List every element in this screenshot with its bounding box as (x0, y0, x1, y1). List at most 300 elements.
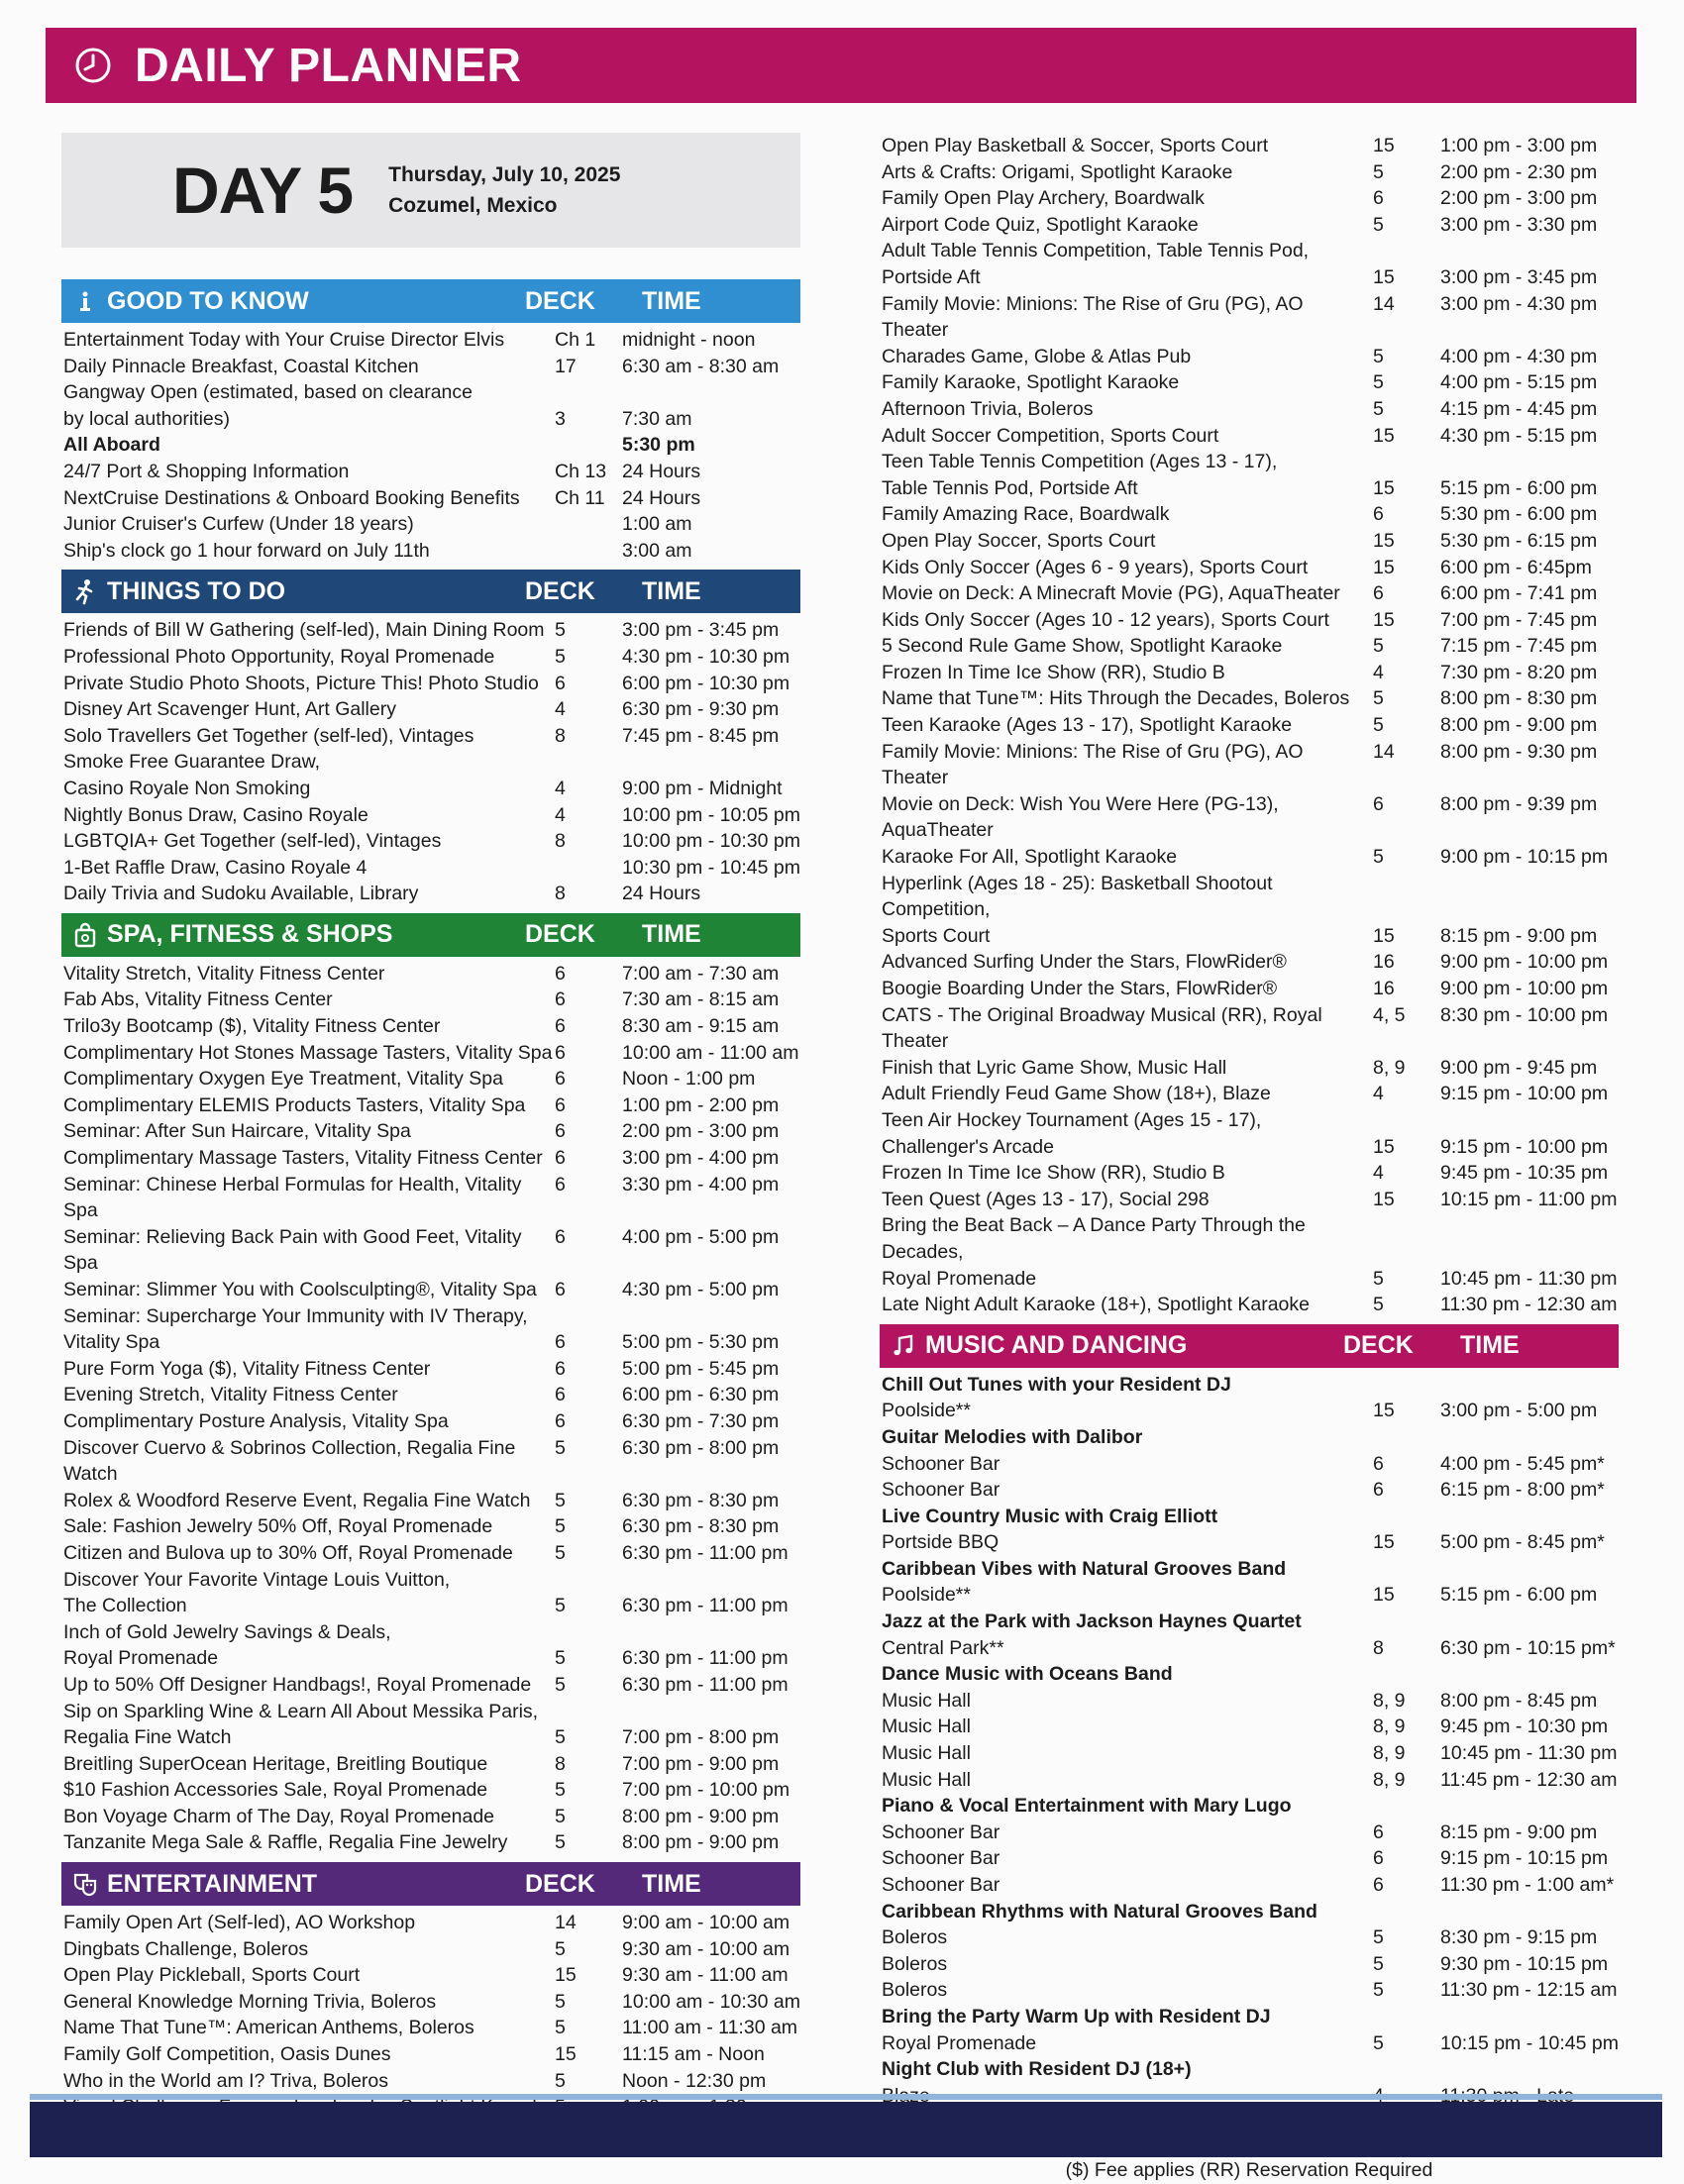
deck-number: 16 (1373, 951, 1395, 974)
activity-name: Open Play Basketball & Soccer, Sports Court (882, 135, 1269, 156)
activity-name: Advanced Surfing Under the Stars, FlowRider® (882, 951, 1287, 974)
list-item (880, 238, 1619, 264)
deck-number: 5 (555, 1436, 566, 1459)
activity-name: Gangway Open (estimated, based on clearance (63, 381, 473, 404)
time-range: 9:00 pm - 10:00 pm (1440, 951, 1609, 974)
deck-number: 5 (1373, 687, 1384, 710)
time-range: 3:00 pm - 3:45 pm (622, 619, 780, 642)
section-title: THINGS TO DO (107, 576, 286, 605)
activity-name: Teen Karaoke (Ages 13 - 17), Spotlight Karaoke (882, 714, 1293, 737)
activity-name: Portside Aft (882, 265, 981, 288)
list-item (61, 1408, 800, 1435)
activity-name: Up to 50% Off Designer Handbags!, Royal Promenade (63, 1673, 532, 1696)
list-item (880, 1767, 1619, 1794)
list-item (61, 1804, 800, 1830)
things-to-do-header (61, 570, 800, 613)
time-range (622, 379, 800, 406)
deck-number: 8 (555, 1752, 566, 1775)
activity-name: Movie on Deck: Wish You Were Here (PG-13), AquaTheater (882, 792, 1279, 842)
activity-name: Adult Table Tennis Competition, Table Tennis Pod, (882, 240, 1310, 262)
time-range: 9:00 pm - Midnight (622, 777, 783, 799)
deck-number: 8 (555, 883, 566, 905)
activity-name: Schooner Bar (882, 1452, 1000, 1475)
list-item (880, 1820, 1619, 1846)
list-item (61, 538, 800, 565)
activity-name: CATS - The Original Broadway Musical (RR), Royal Theater (882, 1003, 1322, 1053)
list-item (61, 459, 800, 485)
time-range: 6:30 pm - 11:00 pm (622, 1541, 789, 1564)
things-to-do-list (61, 617, 800, 907)
deck-number: 5 (1373, 371, 1384, 394)
list-item (61, 485, 800, 512)
list-item (61, 776, 800, 802)
activity-name: Finish that Lyric Game Show, Music Hall (882, 1056, 1227, 1079)
list-item (880, 185, 1619, 212)
deck-number: 6 (555, 1173, 566, 1196)
deck-number: 8 (555, 830, 566, 853)
time-range: 10:15 pm - 11:00 pm (1440, 1188, 1618, 1210)
time-range (1440, 1107, 1619, 1134)
deck-number: 5 (555, 645, 566, 668)
activity-name: Teen Quest (Ages 13 - 17), Social 298 (882, 1188, 1210, 1210)
activity-name: Open Play Soccer, Sports Court (882, 529, 1156, 552)
deck-number: 5 (555, 2017, 566, 2039)
list-item (61, 802, 800, 829)
deck-number (555, 1619, 622, 1646)
deck-number: 5 (555, 1937, 566, 1960)
activity-name: Family Open Art (Self-led), AO Workshop (63, 1912, 416, 1934)
deck-number: 5 (555, 1595, 566, 1617)
list-item (61, 1751, 800, 1778)
day-box (61, 133, 800, 248)
activity-name: Adult Soccer Competition, Sports Court (882, 424, 1219, 447)
time-range: 7:00 pm - 9:00 pm (622, 1752, 780, 1775)
list-item (880, 633, 1619, 660)
deck-number: 4 (1373, 661, 1384, 683)
list-item (61, 406, 800, 433)
activity-name: Evening Stretch, Vitality Fitness Center (63, 1384, 398, 1406)
time-range: 6:30 pm - 9:30 pm (622, 698, 780, 721)
time-column-header: TIME (642, 1869, 701, 1898)
activity-name: Central Park** (882, 1636, 1004, 1659)
time-range: 5:00 pm - 5:45 pm (622, 1357, 780, 1380)
activity-name: Complimentary Massage Tasters, Vitality Fitness Center (63, 1147, 543, 1170)
time-range: 8:30 pm - 9:15 pm (1440, 1926, 1598, 1949)
activity-name: The Collection (63, 1595, 187, 1617)
activity-name: Entertainment Today with Your Cruise Director Elvis (63, 329, 505, 351)
activity-name: Late Night Adult Karaoke (18+), Spotlight Karaoke (882, 1294, 1310, 1316)
deck-column-header: DECK (525, 286, 595, 315)
music-header (880, 1324, 1619, 1368)
time-range: 9:15 pm - 10:00 pm (1440, 1135, 1609, 1158)
time-range: 4:30 pm - 5:15 pm (1440, 424, 1598, 447)
deck-number: 6 (1373, 187, 1384, 210)
list-item (880, 1635, 1619, 1662)
time-range: 3:00 pm - 4:00 pm (622, 1147, 780, 1170)
list-item (61, 881, 800, 907)
list-item (61, 1699, 800, 1725)
activity-name: Family Amazing Race, Boardwalk (882, 503, 1170, 526)
activity-name: Trilo3y Bootcamp ($), Vitality Fitness Center (63, 1015, 441, 1038)
list-item (61, 2015, 800, 2041)
activity-name: Sale: Fashion Jewelry 50% Off, Royal Promenade (63, 1515, 493, 1538)
deck-number: 5 (1373, 1926, 1384, 1949)
activity-name: Sports Court (882, 924, 991, 947)
time-range: 24 Hours (622, 486, 701, 509)
time-range: 2:00 pm - 3:00 pm (1440, 187, 1598, 210)
activity-name: by local authorities) (63, 407, 230, 430)
time-range: 5:30 pm - 6:00 pm (1440, 503, 1598, 526)
deck-number (555, 432, 622, 459)
activity-name: All Aboard (63, 434, 160, 457)
time-range: 9:00 pm - 9:45 pm (1440, 1056, 1598, 1079)
time-range: Noon - 12:30 pm (622, 2069, 767, 2092)
list-item (61, 696, 800, 723)
list-item (880, 976, 1619, 1002)
time-range: 11:15 am - Noon (622, 2043, 765, 2066)
activity-name: 1-Bet Raffle Draw, Casino Royale 4 (63, 856, 368, 879)
time-range: 1:00 pm - 2:00 pm (622, 1093, 780, 1116)
time-range: 3:00 am (622, 539, 692, 562)
time-range: 6:00 pm - 6:30 pm (622, 1384, 780, 1406)
time-range: 3:00 pm - 5:00 pm (1440, 1400, 1598, 1422)
deck-number: 16 (1373, 978, 1395, 999)
deck-number: 6 (1373, 582, 1384, 605)
time-range: 5:00 pm - 8:45 pm* (1440, 1531, 1605, 1554)
time-range: 7:00 pm - 7:45 pm (1440, 608, 1598, 631)
deck-column-header: DECK (525, 1869, 595, 1898)
deck-number: 8, 9 (1373, 1768, 1406, 1791)
deck-number: 5 (555, 1515, 566, 1538)
deck-number: 14 (1373, 292, 1395, 315)
list-item (61, 2068, 800, 2095)
list-item (880, 1398, 1619, 1424)
list-item (61, 432, 800, 459)
deck-number: 5 (1373, 1267, 1384, 1290)
activity-name: Schooner Bar (882, 1874, 1000, 1896)
time-range (1440, 871, 1619, 923)
deck-number: 6 (555, 1279, 566, 1300)
activity-name: Boleros (882, 1926, 948, 1949)
list-item (880, 1266, 1619, 1293)
deck-number: 5 (555, 1726, 566, 1749)
entertainment-list (61, 1910, 800, 2121)
list-item (61, 1277, 800, 1303)
entertainment-header (61, 1862, 800, 1906)
time-range: 4:00 pm - 5:00 pm (622, 1225, 780, 1248)
time-range (622, 1567, 800, 1594)
right-column (880, 133, 1619, 2184)
activity-name: Name That Tune™: American Anthems, Boleros (63, 2017, 474, 2039)
deck-number: 14 (555, 1912, 577, 1934)
list-item (61, 1435, 800, 1488)
deck-number: 5 (1373, 2031, 1384, 2054)
activity-name: Seminar: Slimmer You with Coolsculpting®, Vitality Spa (63, 1279, 537, 1300)
list-item (880, 1055, 1619, 1082)
time-range: 6:30 pm - 8:30 pm (622, 1489, 780, 1511)
list-item (880, 1002, 1619, 1055)
time-range: 8:00 pm - 8:45 pm (1440, 1689, 1598, 1712)
list-item (880, 264, 1619, 291)
list-item (880, 1107, 1619, 1134)
list-item (880, 1924, 1619, 1951)
activity-name: Boleros (882, 1952, 948, 1975)
list-item (880, 475, 1619, 502)
time-range: 3:00 pm - 4:30 pm (1440, 292, 1598, 315)
time-range: 10:00 pm - 10:05 pm (622, 803, 800, 826)
deck-number: 8, 9 (1373, 1056, 1406, 1079)
list-item (61, 1936, 800, 1963)
list-item (880, 685, 1619, 712)
time-range: 10:30 pm - 10:45 pm (622, 856, 800, 879)
activity-name: Seminar: Chinese Herbal Formulas for Health, Vitality Spa (63, 1173, 522, 1222)
deck-number: 15 (1373, 135, 1395, 156)
deck-number: 4 (1373, 1162, 1384, 1185)
time-range: 8:00 pm - 9:30 pm (1440, 740, 1598, 763)
planner-banner (46, 28, 1636, 103)
activity-name: 5 Second Rule Game Show, Spotlight Karaoke (882, 635, 1283, 658)
activity-name: Fab Abs, Vitality Fitness Center (63, 988, 333, 1011)
deck-number: 6 (555, 1120, 566, 1143)
deck-number (1373, 1107, 1440, 1134)
list-item (61, 855, 800, 882)
time-range: 8:00 pm - 8:30 pm (1440, 687, 1598, 710)
time-range: 1:00 pm - 3:00 pm (1440, 135, 1598, 156)
activity-name: Regalia Fine Watch (63, 1726, 232, 1749)
music-act-title: Dance Music with Oceans Band (882, 1663, 1173, 1686)
time-range: 8:00 pm - 9:00 pm (622, 1805, 780, 1827)
deck-number: 3 (555, 407, 566, 430)
activity-name: Who in the World am I? Triva, Boleros (63, 2069, 389, 2092)
day-location: Cozumel, Mexico (388, 194, 558, 217)
activity-name: Breitling SuperOcean Heritage, Breitling Boutique (63, 1752, 488, 1775)
spa-list (61, 961, 800, 1856)
deck-number: 6 (1373, 503, 1384, 526)
list-item (61, 1777, 800, 1804)
list-item (61, 1910, 800, 1936)
activity-name: Seminar: After Sun Haircare, Vitality Spa (63, 1120, 411, 1143)
time-range: 3:00 pm - 3:30 pm (1440, 213, 1598, 236)
activity-name: Music Hall (882, 1716, 971, 1738)
list-item (880, 159, 1619, 186)
time-range: 9:30 am - 10:00 am (622, 1937, 790, 1960)
activity-name: Hyperlink (Ages 18 - 25): Basketball Shootout Competition, (882, 872, 1273, 921)
info-icon (71, 287, 99, 315)
deck-number: 4, 5 (1373, 1003, 1406, 1026)
time-range: 1:00 am (622, 513, 692, 536)
list-item (61, 1619, 800, 1646)
time-range: 6:15 pm - 8:00 pm* (1440, 1479, 1605, 1502)
time-range: 3:00 pm - 3:45 pm (1440, 265, 1598, 288)
deck-number (555, 749, 622, 776)
activity-name: Ship's clock go 1 hour forward on July 11th (63, 539, 430, 562)
time-range: 7:00 am - 7:30 am (622, 962, 780, 985)
list-item (880, 1872, 1619, 1899)
deck-number: 4 (1373, 1083, 1384, 1105)
activity-name: Sip on Sparkling Wine & Learn All About Messika Paris, (63, 1700, 539, 1722)
activity-name: Frozen In Time Ice Show (RR), Studio B (882, 1162, 1225, 1185)
list-item (880, 1740, 1619, 1767)
section-title: MUSIC AND DANCING (925, 1331, 1188, 1360)
activity-name: Kids Only Soccer (Ages 6 - 9 years), Sports Court (882, 556, 1309, 578)
list-item (61, 1724, 800, 1751)
list-item (61, 1567, 800, 1594)
deck-number: 5 (1373, 397, 1384, 420)
activity-name: Arts & Crafts: Origami, Spotlight Karaoke (882, 160, 1233, 183)
time-range: 2:00 pm - 2:30 pm (1440, 160, 1598, 183)
deck-number: 4 (555, 803, 566, 826)
music-list (880, 1372, 1619, 2110)
activity-name: Royal Promenade (882, 1267, 1037, 1290)
activity-name: 24/7 Port & Shopping Information (63, 460, 350, 482)
time-range: 6:30 pm - 8:00 pm (622, 1436, 780, 1459)
deck-number: 4 (555, 698, 566, 721)
list-item (880, 1212, 1619, 1265)
deck-number: 6 (555, 1093, 566, 1116)
time-range: 9:45 pm - 10:30 pm (1440, 1716, 1609, 1738)
activity-name: Casino Royale Non Smoking (63, 777, 311, 799)
time-range: 5:30 pm (622, 434, 695, 457)
time-range: 7:45 pm - 8:45 pm (622, 724, 780, 747)
deck-number: 6 (555, 988, 566, 1011)
time-range: 7:00 pm - 10:00 pm (622, 1779, 790, 1802)
time-range: 6:30 pm - 8:30 pm (622, 1515, 780, 1538)
deck-number: 5 (1373, 160, 1384, 183)
time-range: 11:30 pm - 12:30 am (1440, 1294, 1618, 1316)
activity-name: Smoke Free Guarantee Draw, (63, 751, 321, 774)
deck-number: 15 (1373, 529, 1395, 552)
list-item (880, 1292, 1619, 1318)
deck-number: 5 (555, 1990, 566, 2013)
list-item (880, 555, 1619, 581)
deck-column-header: DECK (525, 920, 595, 949)
time-range: 4:30 pm - 10:30 pm (622, 645, 790, 668)
time-range: 4:00 pm - 4:30 pm (1440, 345, 1598, 367)
activity-name: Discover Your Favorite Vintage Louis Vuitton, (63, 1568, 451, 1591)
list-item (61, 1645, 800, 1672)
activity-name: Daily Pinnacle Breakfast, Coastal Kitchen (63, 355, 419, 377)
list-item (61, 327, 800, 354)
time-range: 10:00 pm - 10:30 pm (622, 830, 800, 853)
list-item (61, 1962, 800, 1989)
list-item (61, 354, 800, 380)
list-item (880, 1187, 1619, 1213)
activity-name: Music Hall (882, 1768, 971, 1791)
deck-number: 5 (1373, 213, 1384, 236)
activity-name: Junior Cruiser's Curfew (Under 18 years) (63, 513, 414, 536)
list-item (61, 2041, 800, 2068)
list-item (61, 723, 800, 750)
music-note-icon (890, 1332, 917, 1360)
deck-number: 15 (1373, 608, 1395, 631)
deck-number: 6 (1373, 1847, 1384, 1870)
time-range: 5:00 pm - 5:30 pm (622, 1331, 780, 1354)
music-act-title: Piano & Vocal Entertainment with Mary Lugo (882, 1795, 1292, 1818)
activity-name: Royal Promenade (882, 2031, 1037, 2054)
list-item (61, 1092, 800, 1119)
list-item (880, 423, 1619, 450)
deck-number: Ch 11 (555, 486, 605, 509)
time-range: 9:15 pm - 10:15 pm (1440, 1847, 1609, 1870)
list-item (880, 923, 1619, 950)
list-item (880, 1081, 1619, 1107)
activity-name: Teen Air Hockey Tournament (Ages 15 - 17), (882, 1108, 1262, 1131)
time-range (622, 1303, 800, 1330)
good-to-know-list (61, 327, 800, 564)
deck-number: 5 (1373, 1952, 1384, 1975)
list-item (880, 396, 1619, 423)
list-item (880, 607, 1619, 634)
activity-name: Family Movie: Minions: The Rise of Gru (PG), AO Theater (882, 740, 1304, 789)
deck-column-header: DECK (525, 576, 595, 605)
list-item (61, 987, 800, 1013)
time-range: 10:00 am - 10:30 am (622, 1990, 800, 2013)
list-item (61, 961, 800, 988)
deck-number (555, 379, 622, 406)
activity-name: Complimentary Oxygen Eye Treatment, Vitality Spa (63, 1068, 503, 1091)
activity-name: Dingbats Challenge, Boleros (63, 1937, 309, 1960)
list-item (61, 1172, 800, 1224)
activity-name: Private Studio Photo Shoots, Picture This! Photo Studio (63, 672, 539, 694)
activity-name: Karaoke For All, Spotlight Karaoke (882, 846, 1178, 869)
deck-number: 15 (555, 1964, 577, 1987)
deck-number: 5 (1373, 345, 1384, 367)
activity-name: Pure Form Yoga ($), Vitality Fitness Center (63, 1357, 431, 1380)
list-item (61, 1224, 800, 1277)
time-range: 7:30 am (622, 407, 692, 430)
deck-number: 17 (555, 355, 577, 377)
activity-name: Complimentary ELEMIS Products Tasters, Vitality Spa (63, 1093, 526, 1116)
deck-number: 6 (1373, 1874, 1384, 1896)
list-item (880, 580, 1619, 607)
music-act-title: Night Club with Resident DJ (18+) (882, 2058, 1192, 2081)
time-range: 4:30 pm - 5:00 pm (622, 1279, 780, 1300)
list-item (61, 1540, 800, 1567)
deck-number: 15 (1373, 265, 1395, 288)
section-title: GOOD TO KNOW (107, 286, 309, 315)
deck-number: 6 (1373, 1452, 1384, 1475)
list-item (880, 660, 1619, 686)
page-title: DAILY PLANNER (135, 39, 522, 92)
deck-number: 5 (555, 1541, 566, 1564)
time-range (1440, 1212, 1619, 1265)
time-range: 5:15 pm - 6:00 pm (1440, 476, 1598, 499)
deck-number: 8, 9 (1373, 1742, 1406, 1765)
theater-masks-icon (71, 1870, 99, 1898)
list-item (61, 1303, 800, 1330)
time-range (622, 1619, 800, 1646)
activity-name: Professional Photo Opportunity, Royal Promenade (63, 645, 495, 668)
time-range: 9:30 pm - 10:15 pm (1440, 1952, 1609, 1975)
time-range (1440, 238, 1619, 264)
list-item (880, 844, 1619, 871)
deck-number: 6 (555, 1384, 566, 1406)
list-item (880, 1714, 1619, 1740)
activity-name: Music Hall (882, 1689, 971, 1712)
deck-number: 6 (555, 1331, 566, 1354)
deck-number (555, 1567, 622, 1594)
time-range: 8:15 pm - 9:00 pm (1440, 1820, 1598, 1843)
time-range: 6:30 pm - 7:30 pm (622, 1409, 780, 1432)
time-range: 8:00 pm - 9:00 pm (1440, 714, 1598, 737)
activity-name: Friends of Bill W Gathering (self-led), Main Dining Room (63, 619, 545, 642)
activity-name: Family Movie: Minions: The Rise of Gru (PG), AO Theater (882, 292, 1304, 342)
time-range: 9:45 pm - 10:35 pm (1440, 1162, 1609, 1185)
activity-name: Adult Friendly Feud Game Show (18+), Blaze (882, 1083, 1271, 1105)
time-range: 8:00 pm - 9:39 pm (1440, 792, 1598, 815)
activity-name: Rolex & Woodford Reserve Event, Regalia Fine Watch (63, 1489, 531, 1511)
list-item (61, 1513, 800, 1540)
